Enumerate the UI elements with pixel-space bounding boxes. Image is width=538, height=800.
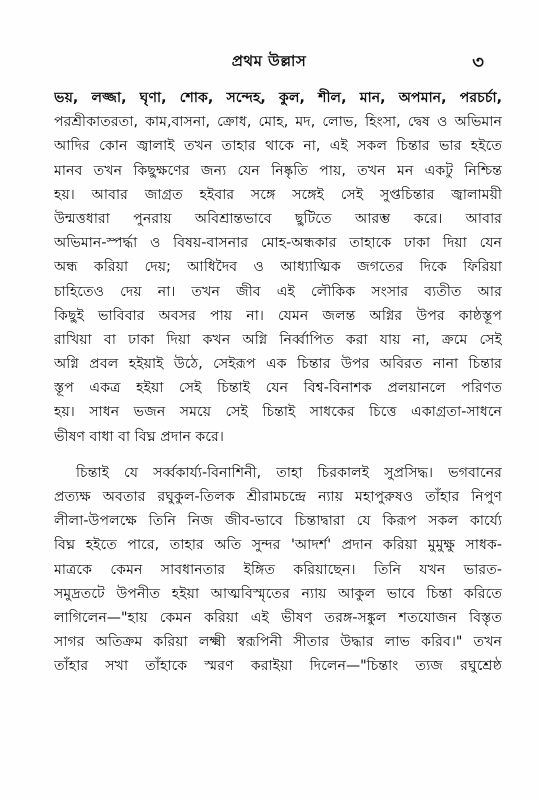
text-line: লাগিলেন—"হায় কেমন করিয়া এই ভীষণ তরঙ্গ-সঙ্কুল শতযোজন বিস্তৃত — [54, 609, 502, 626]
text-line: উন্মত্তধারা পুনরায় অবিশ্রান্তভাবে ছুটিতে আরম্ভ করে। আবার — [54, 210, 502, 227]
text-line: মাত্রকে কেমন সাবধানতার ইঙ্গিত করিয়াছেন। তিনি যখন ভারত- — [54, 561, 502, 578]
body-text — [54, 86, 502, 679]
text-line: সমুদ্রতটে উপনীত হইয়া আত্মবিস্মৃতের ন্যায় আকুল ভাবে চিন্তা করিতে — [54, 585, 502, 602]
text-line: বিঘ্ন হইতে পারে, তাহার অতি সুন্দর 'আদর্শ' প্রদান করিয়া মুমুক্ষু সাধক- — [54, 537, 502, 554]
text-line: ভীষণ বাধা বা বিঘ্ন প্রদান করে। — [54, 428, 224, 445]
text-line: হয়। আবার জাগ্রত হইবার সঙ্গে সঙ্গেই সেই সুপ্তচিন্তার জ্বালাময়ী — [54, 186, 502, 203]
paragraph — [54, 86, 502, 449]
text-line: সাগর অতিক্রম করিয়া লক্ষ্মী স্বরূপিনী সীতার উদ্ধার লাভ করিব।" তখন — [54, 634, 502, 651]
text-line: চিন্তাই যে সর্ব্বকার্য্য-বিনাশিনী, তাহা চিরকালই সুপ্রসিদ্ধ। ভগবানের — [76, 464, 502, 481]
chapter-title: প্রথম উল্লাস — [231, 52, 307, 70]
text-line: রাখিয়া বা ঢাকা দিয়া কখন অগ্নি নির্ব্বাপিত করা যায় না, ক্রমে সেই — [54, 331, 502, 348]
page-header — [0, 46, 538, 76]
text-line: প্রত্যক্ষ অবতার রঘুকুল-তিলক শ্রীরামচন্দ্রে ন্যায় মহাপুরুষও তাঁহার নিপুণ — [54, 489, 502, 505]
text-line: চাহিতেও দেয় না। তখন জীব এই লৌকিক সংসার ব্যতীত আর — [54, 283, 502, 300]
text-line: তাঁহার সখা তাঁহাকে স্মরণ করাইয়া দিলেন—"চিন্তাং ত্যজ রঘুশ্রেষ্ঠ — [54, 658, 502, 675]
text-line: অন্ধ করিয়া দেয়; আধিদৈব ও আধ্যাত্মিক জগতের দিকে ফিরিয়া — [54, 259, 502, 276]
text-line: ভয়, লজ্জা, ঘৃণা, শোক, সন্দেহ, কুল, শীল, মান, অপমান, পরচর্চা, — [54, 90, 502, 106]
paragraph — [54, 461, 502, 679]
paragraph-gap — [54, 449, 502, 461]
page-number: ৩ — [472, 52, 484, 73]
text-line: অগ্নি প্রবল হইয়াই উঠে, সেইরূপ এক চিন্তার উপর অবিরত নানা চিন্তার — [54, 356, 502, 373]
text-line: স্তূপ একত্র হইয়া সেই চিন্তাই যেন বিশ্ব-বিনাশক প্রলয়ানলে পরিণত — [54, 380, 502, 397]
text-line: লীলা-উপলক্ষে তিনি নিজ জীব-ভাবে চিন্তাদ্বারা যে কিরূপ সকল কার্য্যে — [54, 513, 502, 530]
text-line: হয়। সাধন ভজন সময়ে সেই চিন্তাই সাধকের চিত্তে একাগ্রতা-সাধনে — [54, 404, 502, 421]
text-line: কিছুই ভাবিবার অবসর পায় না। যেমন জলন্ত অগ্নির উপর কাষ্ঠস্তূপ — [54, 307, 502, 324]
text-line: মানব তখন কিছুক্ষণের জন্য যেন নিষ্কৃতি পায়, তখন মন একটু নিশ্চিন্ত — [54, 162, 502, 179]
text-line: পরশ্রীকাতরতা, কাম,বাসনা, ক্রোধ, মোহ, মদ, লোভ, হিংসা, দ্বেষ ও অভিমান — [54, 114, 502, 131]
text-line: অভিমান-স্পর্দ্ধা ও বিষয়-বাসনার মোহ-অন্ধকার তাহাকে ঢাকা দিয়া যেন — [54, 235, 502, 252]
text-line: আদির কোন জ্বালাই তখন তাহার থাকে না, এই সকল চিন্তার ভার হইতে — [54, 138, 502, 155]
